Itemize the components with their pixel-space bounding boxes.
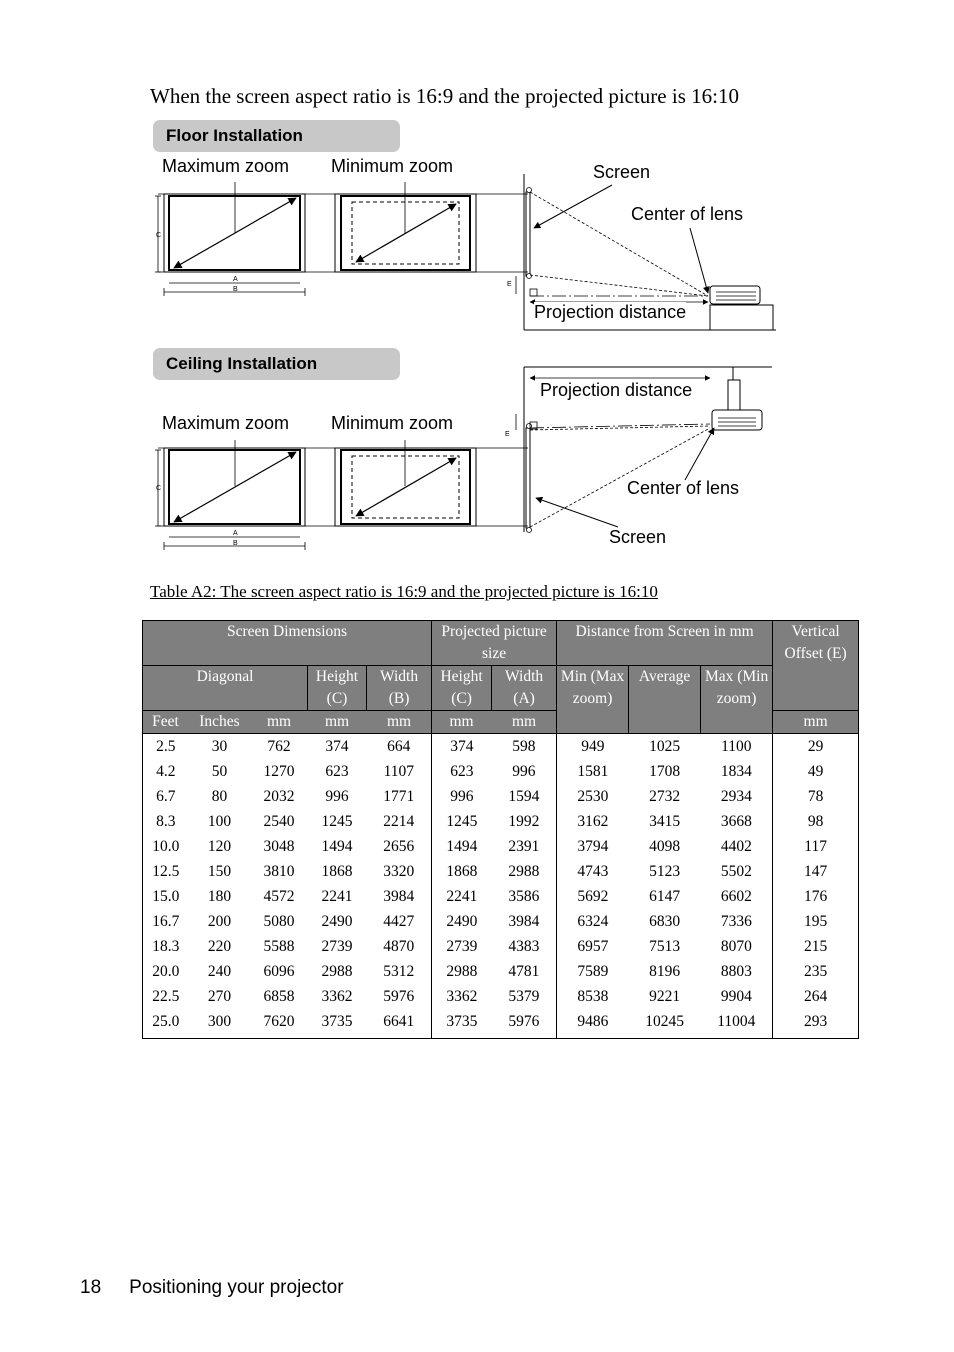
- table-cell: 2988: [432, 959, 492, 984]
- table-cell: 264: [773, 984, 859, 1009]
- table-cell: 3162: [557, 809, 629, 834]
- table-cell: 1270: [263, 763, 295, 780]
- table-cell: 2490: [432, 909, 492, 934]
- page-number: 18: [80, 1277, 102, 1298]
- table-cell: 3320: [367, 859, 432, 884]
- table-cell: 100: [207, 813, 232, 830]
- table-cell: 2241: [432, 884, 492, 909]
- page-footer: [80, 1277, 344, 1299]
- table-cell: 1868: [321, 863, 353, 880]
- table-cell: 1771: [367, 784, 432, 809]
- table-cell: 3984: [367, 884, 432, 909]
- table-cell: 300: [189, 1009, 251, 1039]
- table-cell: 2391: [492, 834, 557, 859]
- ceiling-dim-a: A: [233, 530, 238, 537]
- header-diag-mm: mm: [251, 711, 308, 734]
- floor-min-zoom-label: Minimum zoom: [331, 156, 454, 176]
- header-proj-width-mm: mm: [492, 711, 557, 734]
- table-cell: 1100: [701, 734, 773, 760]
- header-offset-mm: mm: [773, 711, 859, 734]
- table-cell: 3735: [432, 1009, 492, 1039]
- ceiling-dim-c: C: [156, 485, 162, 492]
- table-cell: 5976: [367, 984, 432, 1009]
- table-cell: 3362: [432, 984, 492, 1009]
- table-cell: 2988: [321, 963, 353, 980]
- table-row: [143, 984, 859, 1009]
- table-cell: 3794: [557, 834, 629, 859]
- table-cell: 1868: [432, 859, 492, 884]
- table-cell: 4743: [557, 859, 629, 884]
- table-cell: 29: [773, 734, 859, 760]
- floor-installation-label: Floor Installation: [166, 126, 303, 145]
- table-cell: 4402: [701, 834, 773, 859]
- table-cell: 2732: [649, 788, 681, 805]
- table-cell: 240: [207, 963, 232, 980]
- table-cell: 2739: [321, 938, 353, 955]
- table-cell: 270: [207, 988, 232, 1005]
- table-cell: 4427: [367, 909, 432, 934]
- table-cell: 6641: [367, 1009, 432, 1039]
- table-cell: 5502: [701, 859, 773, 884]
- table-cell: 8.3: [143, 809, 189, 834]
- table-cell: 5379: [492, 984, 557, 1009]
- table-cell: 3362: [321, 988, 353, 1005]
- table-row: [143, 934, 859, 959]
- table-cell: 2214: [367, 809, 432, 834]
- header-proj-height-mm: mm: [432, 711, 492, 734]
- header-min: Min (Max zoom): [557, 666, 629, 734]
- header-height-c: Height (C): [308, 666, 367, 711]
- table-cell: 6147: [649, 888, 681, 905]
- table-cell: 30: [211, 738, 228, 755]
- header-height-mm: mm: [308, 711, 367, 734]
- table-row: [143, 809, 859, 834]
- table-cell: 6602: [701, 884, 773, 909]
- floor-screen-label: Screen: [593, 162, 651, 182]
- floor-projection-distance-label: Projection distance: [534, 302, 687, 322]
- table-cell: 6858: [263, 988, 295, 1005]
- table-cell: 147: [773, 859, 859, 884]
- table-cell: 98: [773, 809, 859, 834]
- table-cell: 12.5: [143, 859, 189, 884]
- ceiling-dim-e: E: [505, 431, 510, 438]
- table-cell: 293: [773, 1009, 859, 1039]
- table-row: [143, 784, 859, 809]
- header-width-b: Width (B): [367, 666, 432, 711]
- ceiling-installation-label: Ceiling Installation: [166, 354, 318, 373]
- table-cell: 2490: [321, 913, 353, 930]
- table-cell: 1992: [492, 809, 557, 834]
- table-cell: 1245: [432, 809, 492, 834]
- table-cell: 7620: [251, 1009, 308, 1039]
- table-cell: 8803: [701, 959, 773, 984]
- table-cell: 4781: [492, 959, 557, 984]
- header-proj-width-a: Width (A): [492, 666, 557, 711]
- table-cell: 5976: [492, 1009, 557, 1039]
- table-cell: 2.5: [143, 734, 189, 760]
- table-cell: 949: [557, 734, 629, 760]
- table-cell: 2241: [321, 888, 353, 905]
- table-cell: 7336: [701, 909, 773, 934]
- table-cell: 50: [211, 763, 228, 780]
- table-cell: 117: [773, 834, 859, 859]
- table-cell: 996: [492, 759, 557, 784]
- table-caption: Table A2: The screen aspect ratio is 16:9 and the projected picture is 16:10: [150, 582, 658, 601]
- table-cell: 150: [207, 863, 232, 880]
- table-row: [143, 759, 859, 784]
- table-cell: 78: [773, 784, 859, 809]
- table-cell: 25.0: [143, 1009, 189, 1039]
- table-cell: 5692: [557, 884, 629, 909]
- page-title: When the screen aspect ratio is 16:9 and the projected picture is 16:10: [150, 84, 739, 108]
- table-cell: 2934: [701, 784, 773, 809]
- table-cell: 4870: [367, 934, 432, 959]
- table-cell: 1107: [367, 759, 432, 784]
- floor-dim-b: B: [233, 286, 238, 293]
- table-cell: 1581: [557, 759, 629, 784]
- table-cell: 762: [267, 738, 291, 755]
- table-cell: 664: [367, 734, 432, 760]
- table-cell: 6830: [649, 913, 681, 930]
- table-cell: 1494: [321, 838, 353, 855]
- table-cell: 16.7: [143, 909, 189, 934]
- table-cell: 7589: [557, 959, 629, 984]
- table-cell: 9221: [649, 988, 681, 1005]
- table-cell: 1834: [701, 759, 773, 784]
- table-cell: 180: [207, 888, 232, 905]
- table-cell: 6324: [557, 909, 629, 934]
- table-cell: 3984: [492, 909, 557, 934]
- header-average: Average: [629, 666, 701, 734]
- table-cell: 9904: [701, 984, 773, 1009]
- table-cell: 623: [432, 759, 492, 784]
- ceiling-dim-b: B: [233, 540, 238, 547]
- table-cell: 8070: [701, 934, 773, 959]
- floor-dim-c: C: [156, 232, 162, 239]
- table-cell: 220: [207, 938, 232, 955]
- table-cell: 15.0: [143, 884, 189, 909]
- table-cell: 3415: [649, 813, 681, 830]
- floor-dim-a: A: [233, 276, 238, 283]
- table-cell: 20.0: [143, 959, 189, 984]
- table-body: [143, 734, 859, 1039]
- table-cell: 8538: [557, 984, 629, 1009]
- table-cell: 195: [773, 909, 859, 934]
- table-cell: 374: [432, 734, 492, 760]
- header-max: Max (Min zoom): [701, 666, 773, 734]
- header-feet: Feet: [143, 711, 189, 734]
- table-cell: 2540: [263, 813, 295, 830]
- table-cell: 6096: [263, 963, 295, 980]
- table-cell: 6.7: [143, 784, 189, 809]
- footer-section: Positioning your projector: [129, 1277, 344, 1298]
- table-cell: 1594: [492, 784, 557, 809]
- ceiling-projection-distance-label: Projection distance: [540, 380, 693, 400]
- header-diagonal: Diagonal: [143, 666, 308, 711]
- table-row: [143, 1009, 859, 1039]
- table-cell: 2656: [367, 834, 432, 859]
- table-cell: 18.3: [143, 934, 189, 959]
- table-cell: 4572: [263, 888, 295, 905]
- header-width-mm: mm: [367, 711, 432, 734]
- floor-max-zoom-label: Maximum zoom: [162, 156, 290, 176]
- table-cell: 200: [207, 913, 232, 930]
- table-cell: 2032: [263, 788, 295, 805]
- table-cell: 1494: [432, 834, 492, 859]
- ceiling-screen-label: Screen: [609, 527, 667, 547]
- table-row: [143, 859, 859, 884]
- table-cell: 996: [325, 788, 349, 805]
- table-cell: 9486: [557, 1009, 629, 1039]
- ceiling-center-of-lens-label: Center of lens: [627, 478, 740, 498]
- table-cell: 1025: [649, 738, 681, 755]
- table-cell: 8196: [649, 963, 681, 980]
- table-row: [143, 909, 859, 934]
- table-cell: 2739: [432, 934, 492, 959]
- table-cell: 120: [207, 838, 232, 855]
- table-cell: 4383: [492, 934, 557, 959]
- header-screen-dimensions: Screen Dimensions: [143, 621, 432, 666]
- table-cell: 6957: [557, 934, 629, 959]
- table-cell: 80: [211, 788, 228, 805]
- table-cell: 5080: [263, 913, 295, 930]
- table-cell: 598: [492, 734, 557, 760]
- ceiling-min-zoom-label: Minimum zoom: [331, 413, 454, 433]
- table-cell: 5312: [367, 959, 432, 984]
- table-cell: 10.0: [143, 834, 189, 859]
- table-cell: 215: [773, 934, 859, 959]
- table-cell: 49: [773, 759, 859, 784]
- ceiling-max-zoom-label: Maximum zoom: [162, 413, 290, 433]
- table-cell: 3668: [701, 809, 773, 834]
- table-cell: 3810: [263, 863, 295, 880]
- table-cell: 3735: [308, 1009, 367, 1039]
- table-cell: 3048: [263, 838, 295, 855]
- table-cell: 7513: [649, 938, 681, 955]
- table-cell: 4.2: [143, 759, 189, 784]
- table-cell: 22.5: [143, 984, 189, 1009]
- spec-table: [142, 620, 859, 1039]
- table-cell: 11004: [701, 1009, 773, 1039]
- header-projected-picture-size: Projected picture size: [432, 621, 557, 666]
- table-row: [143, 959, 859, 984]
- table-row: [143, 884, 859, 909]
- table-cell: 4098: [649, 838, 681, 855]
- floor-center-of-lens-label: Center of lens: [631, 204, 744, 224]
- table-cell: 1708: [649, 763, 681, 780]
- table-cell: 176: [773, 884, 859, 909]
- header-proj-height-c: Height (C): [432, 666, 492, 711]
- table-cell: 5588: [263, 938, 295, 955]
- ceiling-installation-heading: [153, 348, 400, 380]
- table-cell: 2988: [492, 859, 557, 884]
- table-cell: 235: [773, 959, 859, 984]
- floor-dim-e: E: [507, 281, 512, 288]
- table-cell: 1245: [321, 813, 353, 830]
- table-cell: 2530: [557, 784, 629, 809]
- header-inches: Inches: [189, 711, 251, 734]
- header-vertical-offset: Vertical Offset (E): [773, 621, 859, 711]
- table-cell: 623: [325, 763, 349, 780]
- table-cell: 996: [432, 784, 492, 809]
- table-row: [143, 834, 859, 859]
- table-cell: 374: [325, 738, 349, 755]
- table-row: [143, 734, 859, 760]
- header-distance-from-screen: Distance from Screen in mm: [557, 621, 773, 666]
- table-cell: 3586: [492, 884, 557, 909]
- table-cell: 10245: [629, 1009, 701, 1039]
- table-cell: 5123: [649, 863, 681, 880]
